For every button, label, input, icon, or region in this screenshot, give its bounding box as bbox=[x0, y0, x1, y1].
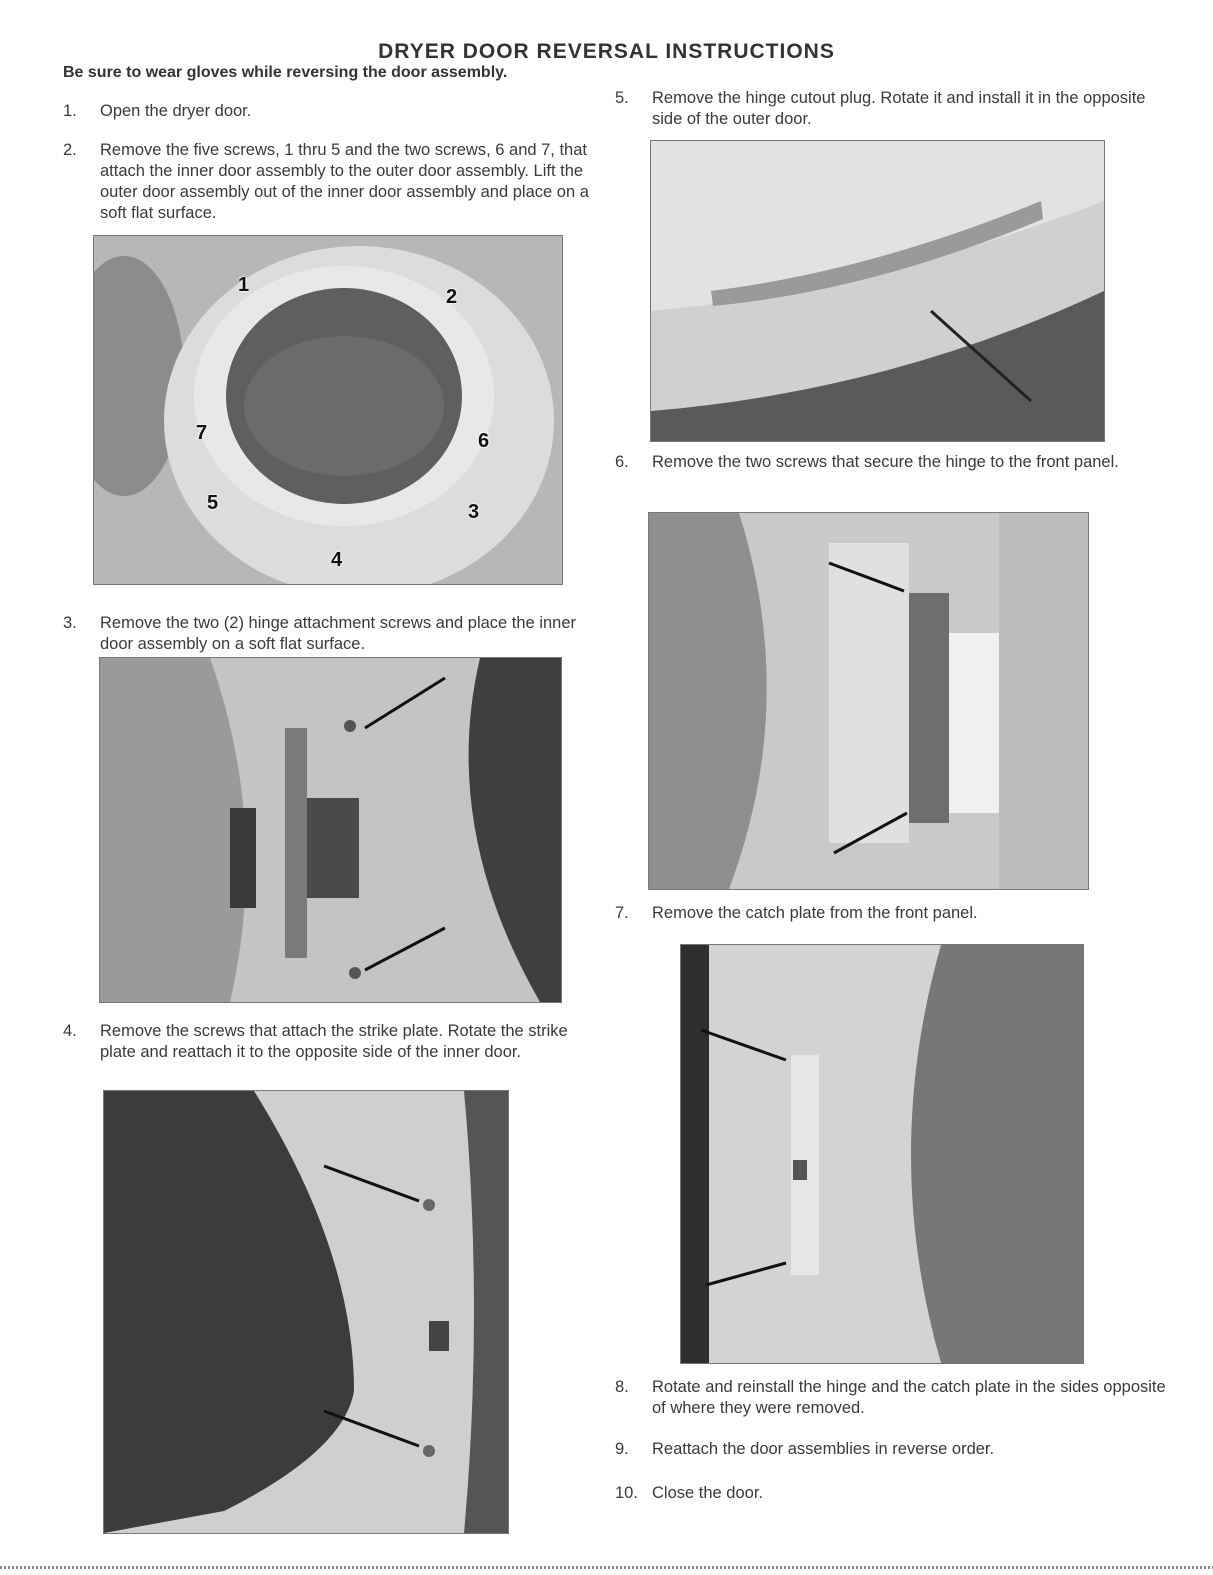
safety-warning: Be sure to wear gloves while reversing the door assembly. bbox=[63, 64, 508, 81]
step-text: Remove the catch plate from the front panel. bbox=[652, 904, 978, 922]
bottom-scan-edge bbox=[0, 1566, 1213, 1569]
hinge-illustration bbox=[100, 658, 561, 1002]
photo-inner-door-screws bbox=[93, 235, 563, 585]
step-number: 1. bbox=[63, 102, 77, 120]
step-text: Remove the five screws, 1 thru 5 and the two screws, 6 and 7, that attach the inner door assembly to the outer door assembly. Lift the outer door assembly out of the inner door assembly and place on a soft flat surface. bbox=[100, 141, 589, 222]
step-9 bbox=[615, 1439, 1155, 1461]
step-1 bbox=[63, 101, 603, 123]
step-text: Remove the two (2) hinge attachment screws and place the inner door assembly on a soft flat surface. bbox=[100, 614, 577, 653]
step-number: 10. bbox=[615, 1484, 638, 1502]
catch-plate-illustration bbox=[681, 945, 1083, 1363]
screw-label-7: 7 bbox=[196, 422, 208, 444]
step-10 bbox=[615, 1483, 1155, 1505]
strike-plate-illustration bbox=[104, 1091, 508, 1533]
step-number: 4. bbox=[63, 1022, 77, 1040]
step-number: 5. bbox=[615, 89, 629, 107]
screw-label-5: 5 bbox=[207, 492, 219, 514]
step-number: 8. bbox=[615, 1378, 629, 1396]
step-7 bbox=[615, 903, 1155, 925]
step-text: Remove the two screws that secure the hinge to the front panel. bbox=[652, 453, 1119, 471]
screw-label-2: 2 bbox=[446, 286, 458, 308]
door-ring-illustration bbox=[94, 236, 562, 584]
step-number: 7. bbox=[615, 904, 629, 922]
screw-label-3: 3 bbox=[468, 501, 480, 523]
step-4 bbox=[63, 1021, 603, 1084]
step-3 bbox=[63, 613, 603, 655]
step-text: Close the door. bbox=[652, 1484, 763, 1502]
step-text: Remove the hinge cutout plug. Rotate it and install it in the opposite side of the outer door. bbox=[652, 89, 1146, 128]
step-number: 3. bbox=[63, 614, 77, 632]
step-text: Remove the screws that attach the strike plate. Rotate the strike plate and reattach it to the opposite side of the inner door. bbox=[100, 1022, 568, 1061]
photo-hinge-screws bbox=[99, 657, 562, 1003]
screw-label-1: 1 bbox=[238, 274, 250, 296]
step-2 bbox=[63, 140, 603, 224]
step-5 bbox=[615, 88, 1155, 130]
photo-front-panel-hinge bbox=[648, 512, 1089, 890]
step-number: 9. bbox=[615, 1440, 629, 1458]
step-text: Open the dryer door. bbox=[100, 102, 252, 120]
step-6 bbox=[615, 452, 1155, 494]
step-8 bbox=[615, 1377, 1175, 1419]
cutout-plug-illustration bbox=[651, 141, 1104, 441]
page-title: DRYER DOOR REVERSAL INSTRUCTIONS bbox=[378, 40, 835, 63]
step-number: 2. bbox=[63, 141, 77, 159]
step-number: 6. bbox=[615, 453, 629, 471]
screw-label-6: 6 bbox=[478, 430, 490, 452]
step-text: Reattach the door assemblies in reverse order. bbox=[652, 1440, 995, 1458]
photo-strike-plate bbox=[103, 1090, 509, 1534]
front-panel-hinge-illustration bbox=[649, 513, 1088, 889]
photo-hinge-cutout-plug bbox=[650, 140, 1105, 442]
step-text: Rotate and reinstall the hinge and the catch plate in the sides opposite of where they were removed. bbox=[652, 1378, 1166, 1417]
screw-label-4: 4 bbox=[331, 549, 343, 571]
photo-catch-plate bbox=[680, 944, 1084, 1364]
